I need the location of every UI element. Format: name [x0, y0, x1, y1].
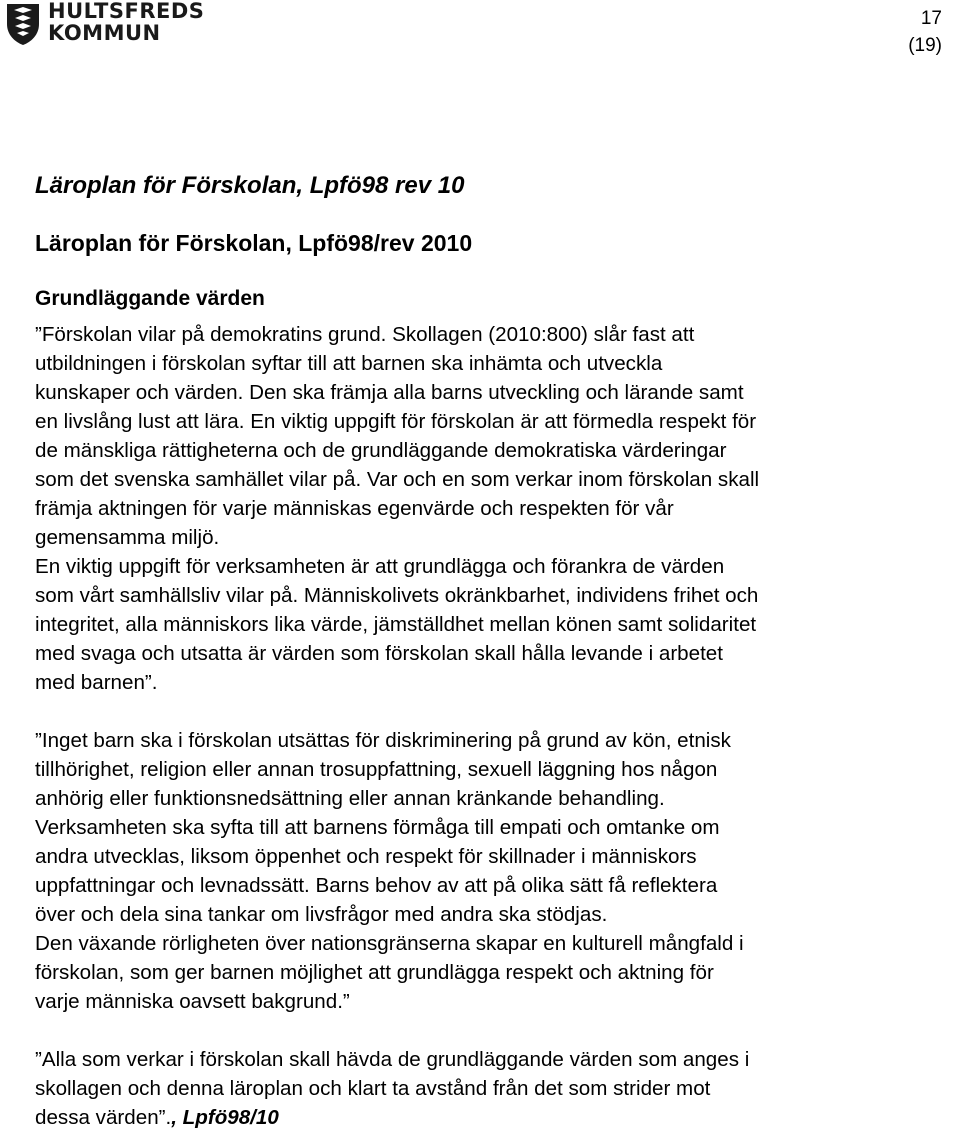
text-line: med barnen”.: [35, 671, 158, 694]
page-current: 17: [920, 8, 942, 29]
text-line: uppfattningar och levnadssätt. Barns behov av att på olika sätt få reflektera: [35, 874, 718, 897]
paragraph-1: [35, 320, 945, 697]
text-line: gemensamma miljö.: [35, 526, 220, 549]
body-text: [35, 320, 945, 1132]
text-line: en livslång lust att lära. En viktig uppgift för förskolan är att förmedla respekt för: [35, 410, 757, 433]
text-line: Den växande rörligheten över nationsgränserna skapar en kulturell mångfald i: [35, 932, 744, 955]
logo-line-2: KOMMUN: [48, 21, 161, 45]
text-line: förskolan, som ger barnen möjlighet att grundlägga respekt och aktning för: [35, 961, 714, 984]
text-line: de mänskliga rättigheterna och de grundläggande demokratiska värderingar: [35, 439, 727, 462]
coat-of-arms-icon: [5, 2, 41, 46]
text-line: utbildningen i förskolan syftar till att barnen ska inhämta och utveckla: [35, 352, 663, 375]
document-subtitle: Läroplan för Förskolan, Lpfö98/rev 2010: [35, 230, 473, 256]
text-line: tillhörighet, religion eller annan trosuppfattning, sexuell läggning hos någon: [35, 758, 718, 781]
municipality-logo: [5, 0, 205, 50]
page-total: (19): [908, 35, 942, 56]
text-line: ”Förskolan vilar på demokratins grund. Skollagen (2010:800) slår fast att: [35, 323, 695, 346]
text-line: kunskaper och värden. Den ska främja alla barns utveckling och lärande samt: [35, 381, 744, 404]
text-line: ”Alla som verkar i förskolan skall hävda de grundläggande värden som anges i: [35, 1048, 750, 1071]
paragraph-3: [35, 1045, 945, 1132]
logo-line-1: HULTSFREDS: [48, 0, 205, 23]
text-line: ”Inget barn ska i förskolan utsättas för diskriminering på grund av kön, etnisk: [35, 729, 731, 752]
section-heading: Grundläggande värden: [35, 287, 265, 310]
paragraph-gap: [35, 697, 945, 726]
logo-wordmark: [48, 0, 204, 44]
text-line: anhörig eller funktionsnedsättning eller annan kränkande behandling.: [35, 787, 665, 810]
text-line: med svaga och utsatta är värden som förskolan skall hålla levande i arbetet: [35, 642, 723, 665]
text-line: främja aktningen för varje människas egenvärde och respekten för vår: [35, 497, 674, 520]
text-line: som det svenska samhället vilar på. Var och en som verkar inom förskolan skall: [35, 468, 760, 491]
text-line-last: [35, 1103, 945, 1132]
paragraph-gap: [35, 1016, 945, 1045]
text-line: som vårt samhällsliv vilar på. Människolivets okränkbarhet, individens frihet och: [35, 584, 759, 607]
text-line: varje människa oavsett bakgrund.”: [35, 990, 350, 1013]
page-number: [908, 5, 942, 59]
text-line: integritet, alla människors lika värde, jämställdhet mellan könen samt solidaritet: [35, 613, 757, 636]
paragraph-2: [35, 726, 945, 1016]
document-title: Läroplan för Förskolan, Lpfö98 rev 10: [35, 172, 465, 199]
text-line: skollagen och denna läroplan och klart ta avstånd från det som strider mot: [35, 1077, 711, 1100]
text-line: över och dela sina tankar om livsfrågor med andra ska stödjas.: [35, 903, 608, 926]
text-line: andra utvecklas, liksom öppenhet och respekt för skillnader i människors: [35, 845, 697, 868]
closing-text: dessa värden”.: [35, 1106, 172, 1129]
citation: , Lpfö98/10: [171, 1106, 279, 1129]
text-line: En viktig uppgift för verksamheten är att grundlägga och förankra de värden: [35, 555, 725, 578]
text-line: Verksamheten ska syfta till att barnens förmåga till empati och omtanke om: [35, 816, 720, 839]
